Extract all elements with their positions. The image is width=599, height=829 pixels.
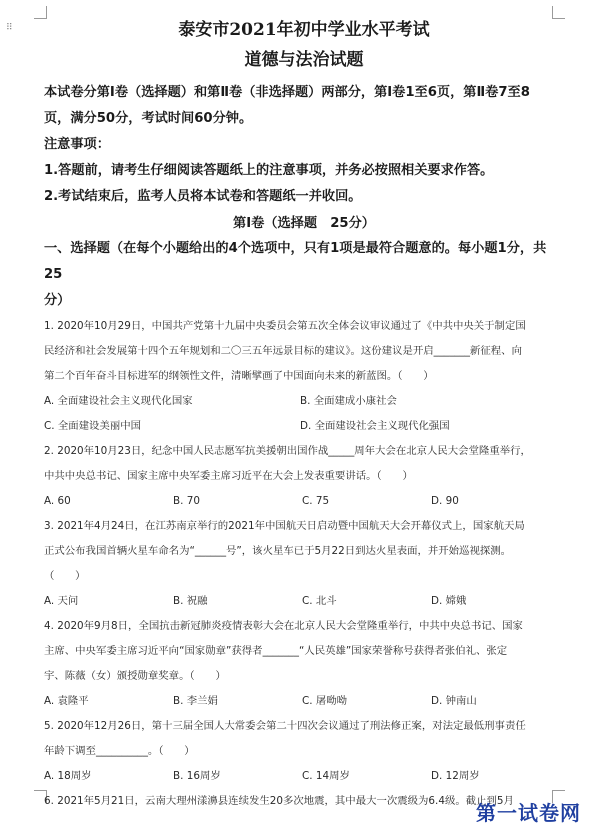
question-text: 年龄下调至__________。（ ） bbox=[44, 745, 195, 757]
question-text: 6. 2021年5月21日，云南大理州漾濞县连续发生20多次地震，其中最大一次震级为6.4级。截止到5月 bbox=[44, 795, 514, 807]
intro-line-1: 本试卷分第Ⅰ卷（选择题）和第Ⅱ卷（非选择题）两部分，第Ⅰ卷1至6页，第Ⅱ卷7至8 bbox=[44, 85, 530, 100]
question-text: 民经济和社会发展第十四个五年规划和二〇三五年远景目标的建议》。这份建议是开启_______新征程、向 bbox=[44, 345, 522, 357]
option-c: C. 14周岁 bbox=[302, 770, 350, 782]
part-instruction-1: 一、选择题（在每个小题给出的4个选项中，只有1项是最符合题意的。每小题1分，共25 bbox=[44, 241, 547, 282]
section-heading: 第Ⅰ卷（选择题 25分） bbox=[233, 216, 375, 231]
options bbox=[44, 689, 564, 714]
option-c: C. 屠呦呦 bbox=[302, 695, 348, 707]
question-text: 宇、陈薇（女）颁授勋章奖章。（ ） bbox=[44, 670, 226, 682]
question-text: 2. 2020年10月23日，纪念中国人民志愿军抗美援朝出国作战_____周年大会在北京人民大会堂隆重举行， bbox=[44, 445, 531, 457]
question-text: 正式公布我国首辆火星车命名为“______号”，该火星车已于5月22日到达火星表面，并开始巡视探测。 bbox=[44, 545, 512, 557]
notice-item-1: 1.答题前，请考生仔细阅读答题纸上的注意事项，并务必按照相关要求作答。 bbox=[44, 163, 494, 178]
question-1 bbox=[44, 314, 564, 439]
option-d: D. 12周岁 bbox=[431, 770, 480, 782]
option-b: B. 祝融 bbox=[173, 595, 208, 607]
notice-item-2: 2.考试结束后，监考人员将本试卷和答题纸一并收回。 bbox=[44, 189, 362, 204]
option-a: A. 天问 bbox=[44, 595, 79, 607]
option-b: B. 70 bbox=[173, 495, 200, 507]
option-c: C. 75 bbox=[302, 495, 330, 507]
option-b: B. 全面建成小康社会 bbox=[300, 395, 397, 407]
site-logo: 第一试卷网 bbox=[476, 801, 581, 825]
option-d: D. 嫦娥 bbox=[431, 595, 467, 607]
question-4 bbox=[44, 614, 564, 714]
question-text: 第二个百年奋斗目标进军的纲领性文件，清晰擘画了中国面向未来的新蓝图。（ ） bbox=[44, 370, 434, 382]
notice-heading: 注意事项： bbox=[44, 137, 110, 152]
option-d: D. 全面建设社会主义现代化强国 bbox=[300, 420, 450, 432]
option-a: A. 袁隆平 bbox=[44, 695, 89, 707]
option-a: A. 18周岁 bbox=[44, 770, 92, 782]
option-d: D. 90 bbox=[431, 495, 459, 507]
option-c: C. 北斗 bbox=[302, 595, 337, 607]
question-2 bbox=[44, 439, 564, 514]
question-5 bbox=[44, 714, 564, 789]
question-3 bbox=[44, 514, 564, 614]
exam-title: 泰安市2021年初中学业水平考试 bbox=[178, 20, 430, 40]
exam-page bbox=[44, 18, 564, 814]
option-c: C. 全面建设美丽中国 bbox=[44, 420, 141, 432]
question-text: 5. 2020年12月26日，第十三届全国人大常委会第二十四次会议通过了刑法修正案，对法定最低刑事责任 bbox=[44, 720, 526, 732]
options bbox=[44, 389, 564, 439]
question-text: 1. 2020年10月29日，中国共产党第十九届中央委员会第五次全体会议审议通过了《中共中央关于制定国 bbox=[44, 320, 526, 332]
part-instruction-2: 分） bbox=[44, 293, 71, 308]
drag-handle-icon[interactable]: ⠿ bbox=[6, 23, 14, 33]
options bbox=[44, 589, 564, 614]
option-d: D. 钟南山 bbox=[431, 695, 477, 707]
exam-subtitle: 道德与法治试题 bbox=[244, 50, 364, 70]
option-a: A. 60 bbox=[44, 495, 71, 507]
question-text: 4. 2020年9月8日，全国抗击新冠肺炎疫情表彰大会在北京人民大会堂隆重举行，中共中央总书记、国家 bbox=[44, 620, 523, 632]
question-text: （ ） bbox=[44, 570, 86, 582]
option-b: B. 16周岁 bbox=[173, 770, 221, 782]
option-a: A. 全面建设社会主义现代化国家 bbox=[44, 395, 193, 407]
question-text: 3. 2021年4月24日，在江苏南京举行的2021年中国航天日启动暨中国航天大会开幕仪式上，国家航天局 bbox=[44, 520, 525, 532]
options bbox=[44, 489, 564, 514]
question-text: 主席、中央军委主席习近平向“国家勋章”获得者_______“人民英雄”国家荣誉称号获得者张伯礼、张定 bbox=[44, 645, 508, 657]
option-b: B. 李兰娟 bbox=[173, 695, 218, 707]
question-text: 中共中央总书记、国家主席中央军委主席习近平在大会上发表重要讲话。（ ） bbox=[44, 470, 413, 482]
intro-line-2: 页，满分50分，考试时间60分钟。 bbox=[44, 111, 253, 126]
options bbox=[44, 764, 564, 789]
